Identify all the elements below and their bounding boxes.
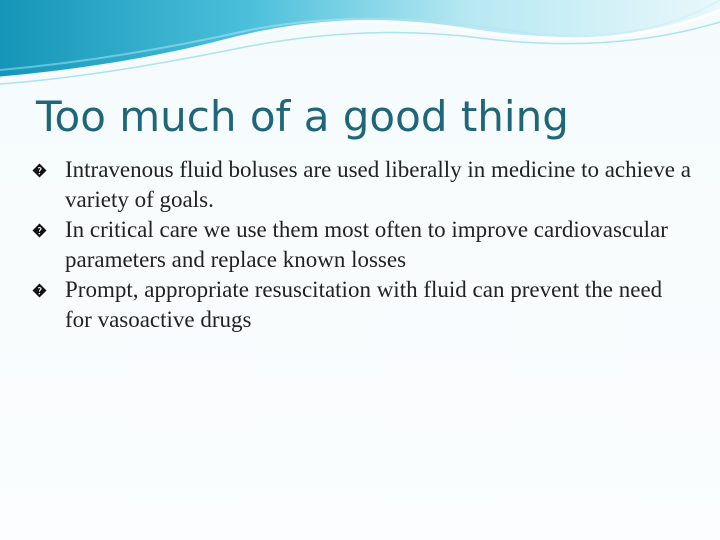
- replacement-glyph-icon: [32, 163, 47, 178]
- slide-title: Too much of a good thing: [36, 92, 569, 141]
- bullet-item: [32, 215, 692, 275]
- header-wave-decoration: [0, 0, 720, 90]
- bullet-text: Prompt, appropriate resuscitation with fluid can prevent the need for vasoactive drugs: [65, 277, 663, 332]
- bullet-list: [32, 155, 692, 335]
- replacement-glyph-icon: [32, 223, 47, 238]
- bullet-item: [32, 275, 692, 335]
- bullet-text: In critical care we use them most often to improve cardiovascular parameters and replace known losses: [65, 217, 668, 272]
- bullet-text: Intravenous fluid boluses are used liberally in medicine to achieve a variety of goals.: [65, 157, 691, 212]
- bullet-item: [32, 155, 692, 215]
- replacement-glyph-icon: [32, 283, 47, 298]
